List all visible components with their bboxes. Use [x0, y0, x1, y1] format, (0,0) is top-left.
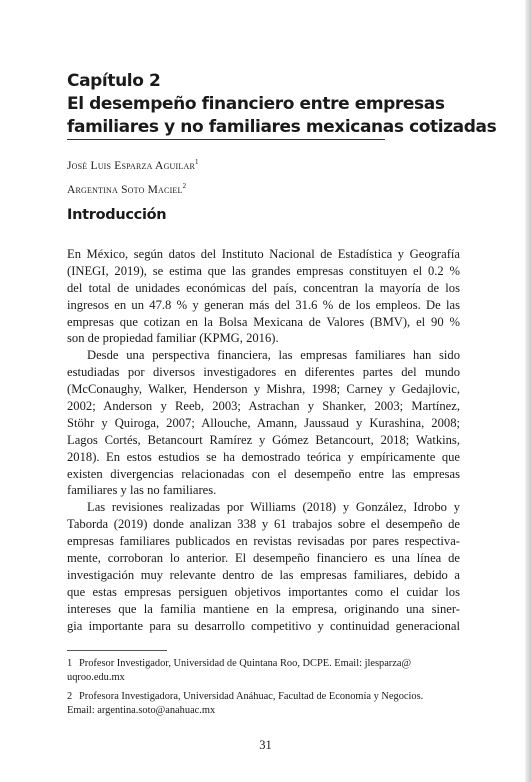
footnote-divider — [67, 650, 167, 651]
author-2 — [67, 176, 199, 200]
footnote-2 — [67, 690, 465, 719]
text-line: estudiadas por diversos investigadores en diferentes partes del mundo — [67, 365, 460, 380]
footnote-text: Profesora Investigadora, Universidad Anáhuac, Facultad de Economía y Negocios. — [79, 690, 424, 702]
text-line: Stöhr y Quiroga, 2007; Allouche, Amann, Jaussaud y Kurashina, 2008; — [67, 415, 460, 430]
footnote-1 — [67, 657, 465, 686]
author-1 — [67, 152, 199, 176]
text-line: 2018). En estos estudios se ha demostrado teórica y empíricamente que — [67, 449, 460, 464]
author-name: José Luis Esparza Aguilar — [67, 160, 195, 172]
text-line: (INEGI, 2019), se estima que las grandes empresas constituyen el 0.2 % — [67, 263, 460, 278]
text-line: Taborda (2019) donde analizan 338 y 61 trabajos sobre el desempeño de — [67, 517, 460, 532]
text-line: Lagos Cortés, Betancourt Ramírez y Gómez Betancourt, 2018; Watkins, — [67, 432, 460, 447]
text-line: empresas familiares publicados en revistas revisadas por pares respectiva- — [67, 534, 460, 549]
paragraph-2 — [67, 347, 460, 499]
text-line: existen divergencias relacionadas con el desempeño entre las empresas — [67, 466, 460, 481]
text-line: Las revisiones realizadas por Williams (2018) y González, Idrobo y — [87, 500, 460, 515]
author-list — [67, 152, 199, 200]
author-footnote-marker: 1 — [194, 158, 199, 166]
paragraph-1 — [67, 246, 460, 347]
title-divider — [67, 139, 385, 140]
text-line: (McConaughy, Walker, Henderson y Mishra, 1998; Carney y Gedajlovic, — [67, 382, 460, 397]
text-line: intereses que la familia mantiene en la empresa, originando una siner- — [67, 601, 460, 616]
footnote-text-continued: uqroo.edu.mx — [67, 672, 125, 684]
text-line: En México, según datos del Instituto Nacional de Estadística y Geografía — [67, 247, 460, 261]
text-line: empresas que cotizan en la Bolsa Mexicana de Valores (BMV), el 90 % — [67, 314, 460, 329]
text-line: familiares y las no familiares. — [67, 483, 217, 498]
text-line: mente, corroboran lo anterior. El desempeño financiero es una línea de — [67, 551, 460, 566]
footnote-number: 1 — [67, 658, 73, 669]
paragraph-3 — [67, 499, 460, 634]
author-name: Argentina Soto Maciel — [67, 184, 183, 196]
body-text — [67, 246, 460, 634]
chapter-title-line-2: familiares y no familiares mexicanas cotizadas — [67, 117, 497, 137]
chapter-title-line-1: El desempeño financiero entre empresas — [67, 94, 445, 114]
text-line: que estas empresas persiguen objetivos importantes como el cuidar los — [67, 584, 460, 599]
footnote-text-continued: Email: argentina.soto@anahuac.mx — [67, 705, 216, 717]
text-line: del total de unidades económicas del país, concentran la mayoría de los — [67, 280, 460, 295]
text-line: investigación muy relevante dentro de las empresas familiares, debido a — [67, 567, 460, 582]
text-line: ingresos en un 47.8 % y generan más del 31.6 % de los empleos. De las — [67, 297, 460, 312]
page-edge-shadow — [525, 0, 531, 782]
text-line: gia importante para su desarrollo competitivo y continuidad generacional — [67, 618, 460, 633]
chapter-title — [67, 70, 497, 139]
page-number: 31 — [259, 738, 272, 752]
chapter-label: Capítulo 2 — [67, 71, 161, 91]
footnote-text: Profesor Investigador, Universidad de Quintana Roo, DCPE. Email: jlesparza@ — [79, 658, 412, 669]
text-line: Desde una perspectiva financiera, las empresas familiares han sido — [87, 348, 460, 363]
footnotes — [67, 657, 465, 723]
text-line: 2002; Anderson y Reeb, 2003; Astrachan y Shanker, 2003; Martínez, — [67, 399, 460, 414]
author-footnote-marker: 2 — [182, 182, 187, 190]
section-heading: Introducción — [67, 207, 167, 223]
footnote-number: 2 — [67, 690, 73, 702]
text-line: son de propiedad familiar (KPMG, 2016). — [67, 331, 279, 346]
